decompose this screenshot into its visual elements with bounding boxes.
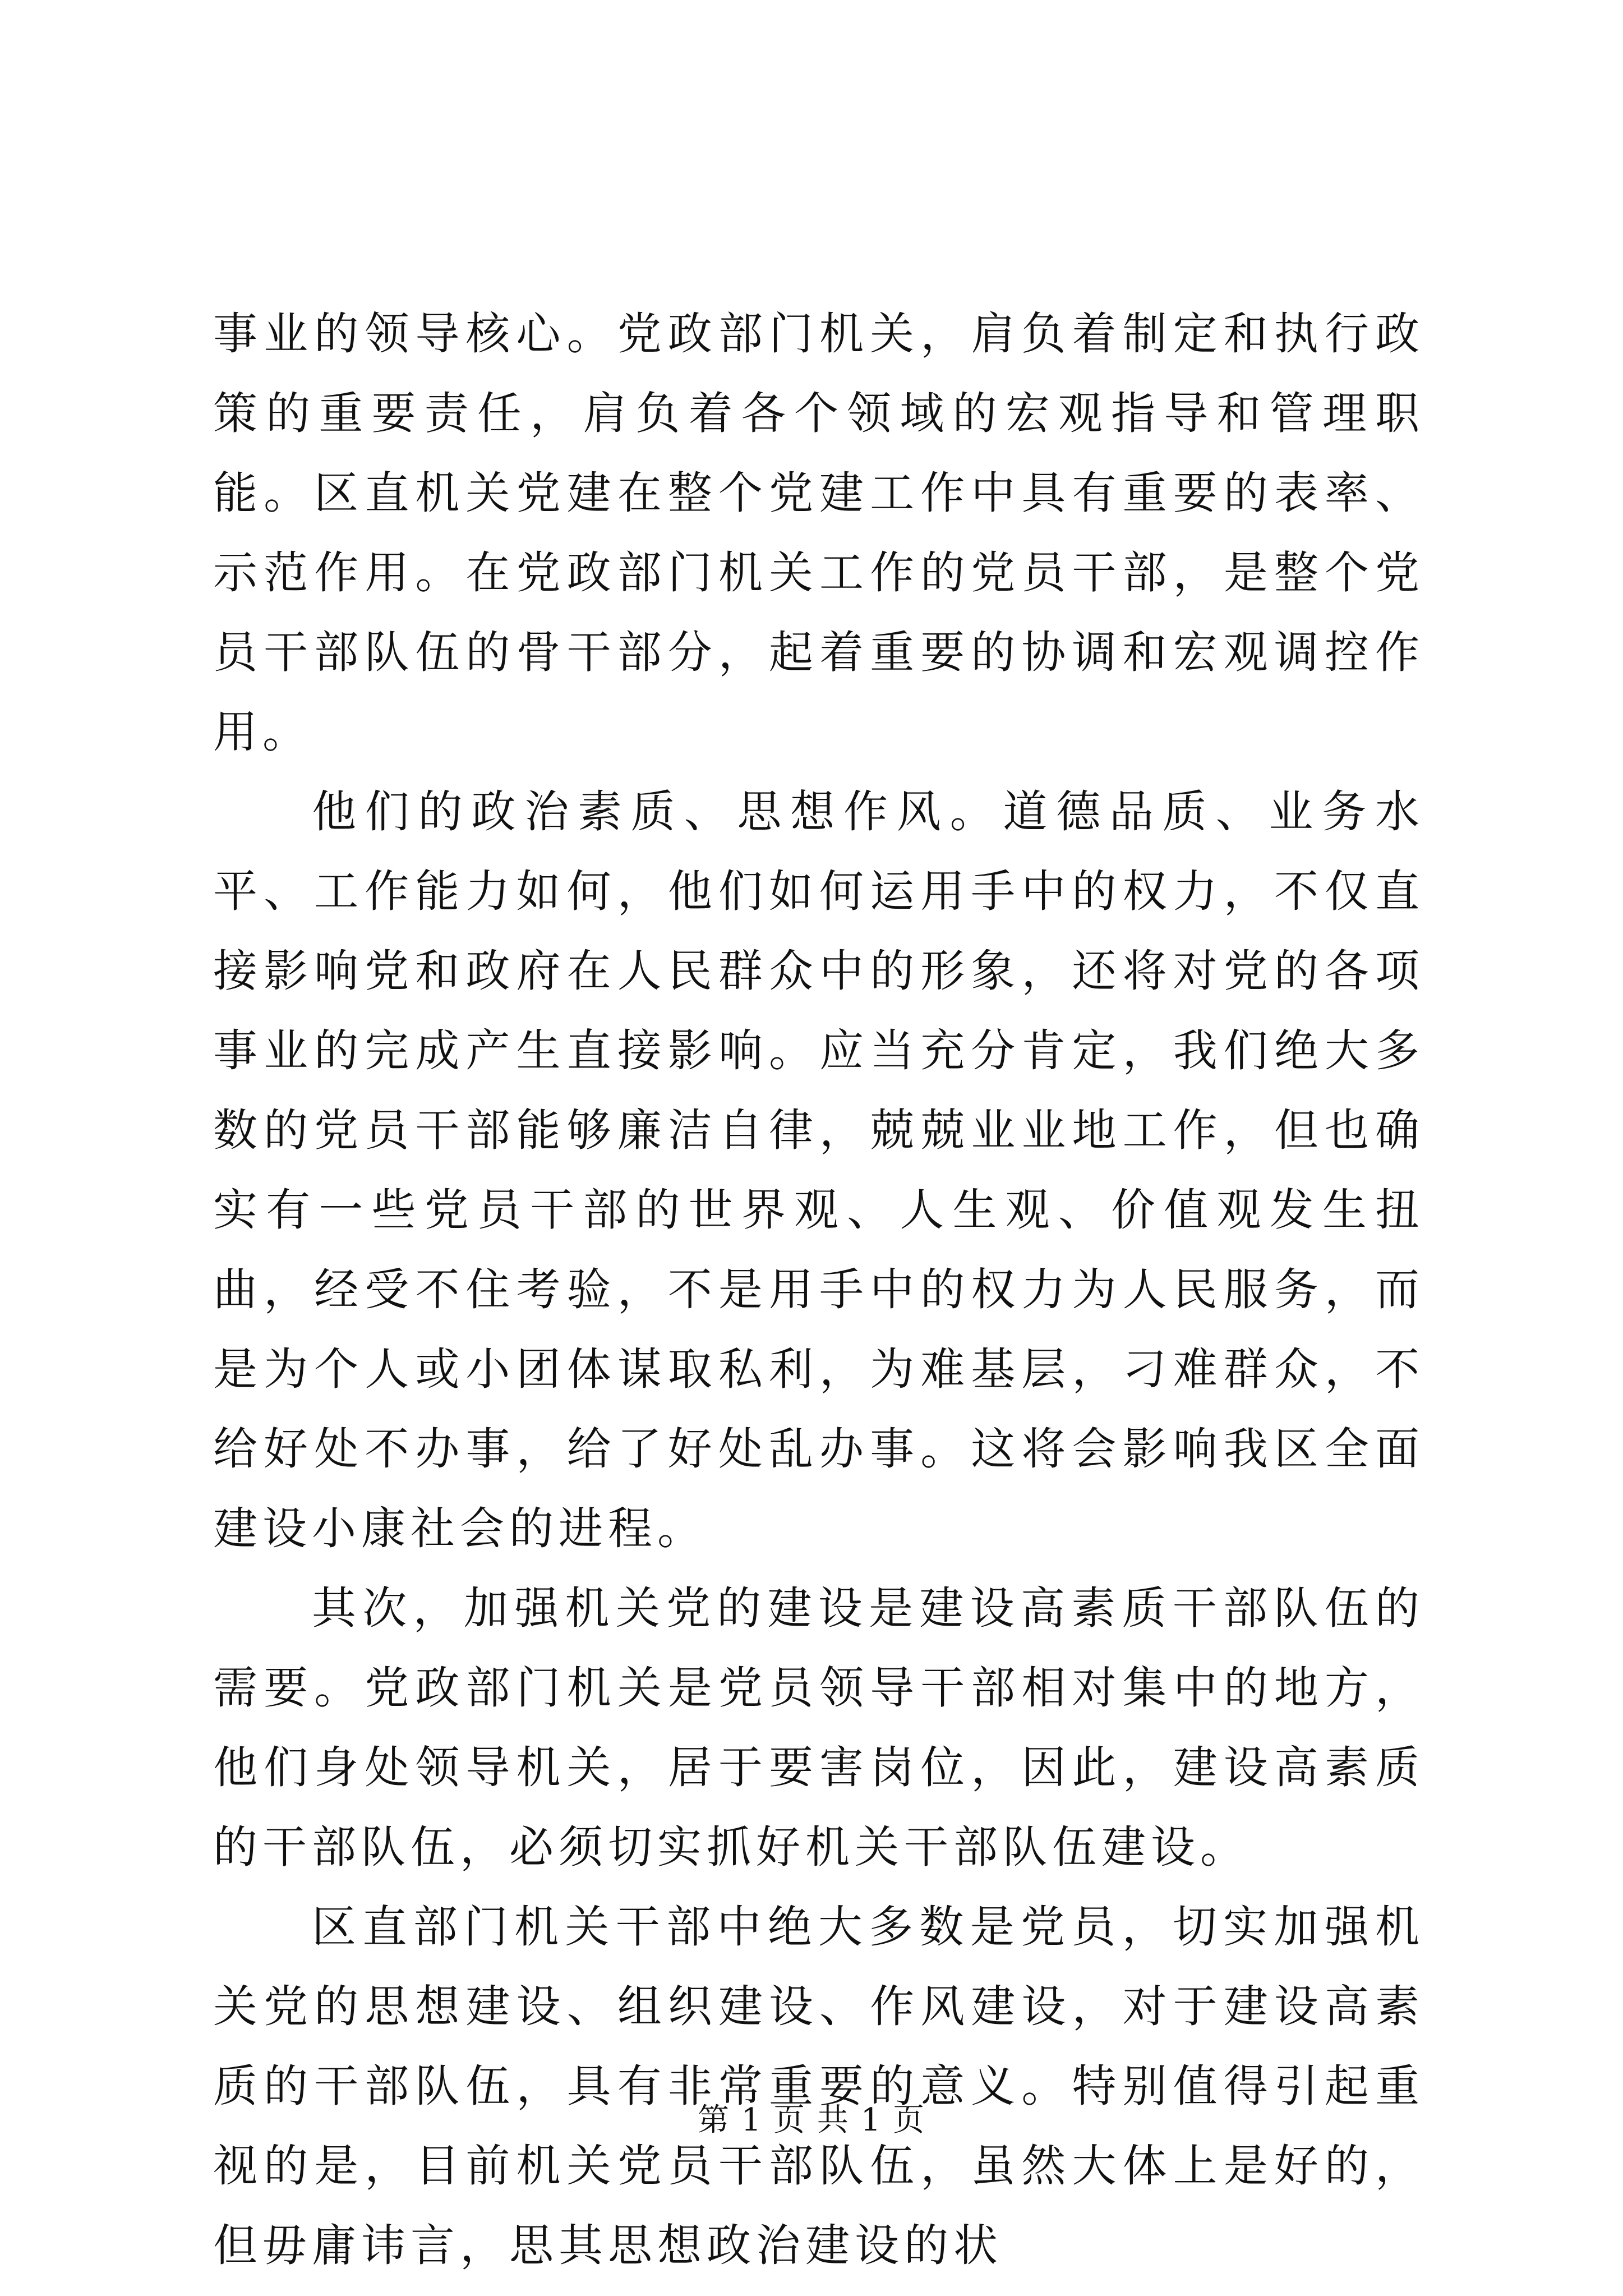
document-body [213, 294, 1424, 2285]
page-footer: 第 1 页 共 1 页 [697, 2102, 926, 2138]
paragraph-1: 事业的领导核心。党政部门机关，肩负着制定和执行政策的重要责任，肩负着各个领域的宏观指导和管理职能。区直机关党建在整个党建工作中具有重要的表率、示范作用。在党政部门机关工作的党员干部，是整个党员干部队伍的骨干部分，起着重要的协调和宏观调控作用。 [213, 308, 1424, 758]
paragraph-4: 区直部门机关干部中绝大多数是党员，切实加强机关党的思想建设、组织建设、作风建设，对于建设高素质的干部队伍，具有非常重要的意义。特别值得引起重视的是，目前机关党员干部队伍，虽然大体上是好的，但毋庸讳言，思其思想政治建设的状 [213, 1901, 1424, 2271]
paragraph-2: 他们的政治素质、思想作风。道德品质、业务水平、工作能力如何，他们如何运用手中的权力，不仅直接影响党和政府在人民群众中的形象，还将对党的各项事业的完成产生直接影响。应当充分肯定，我们绝大多数的党员干部能够廉洁自律，兢兢业业地工作，但也确实有一些党员干部的世界观、人生观、价值观发生扭曲，经受不住考验，不是用手中的权力为人民服务，而是为个人或小团体谋取私利，为难基层，刁难群众，不给好处不办事，给了好处乱办事。这将会影响我区全面建设小康社会的进程。 [213, 786, 1424, 1554]
paragraph-3: 其次，加强机关党的建设是建设高素质干部队伍的需要。党政部门机关是党员领导干部相对集中的地方，他们身处领导机关，居于要害岗位，因此，建设高素质的干部队伍，必须切实抓好机关干部队伍建设。 [213, 1582, 1424, 1873]
